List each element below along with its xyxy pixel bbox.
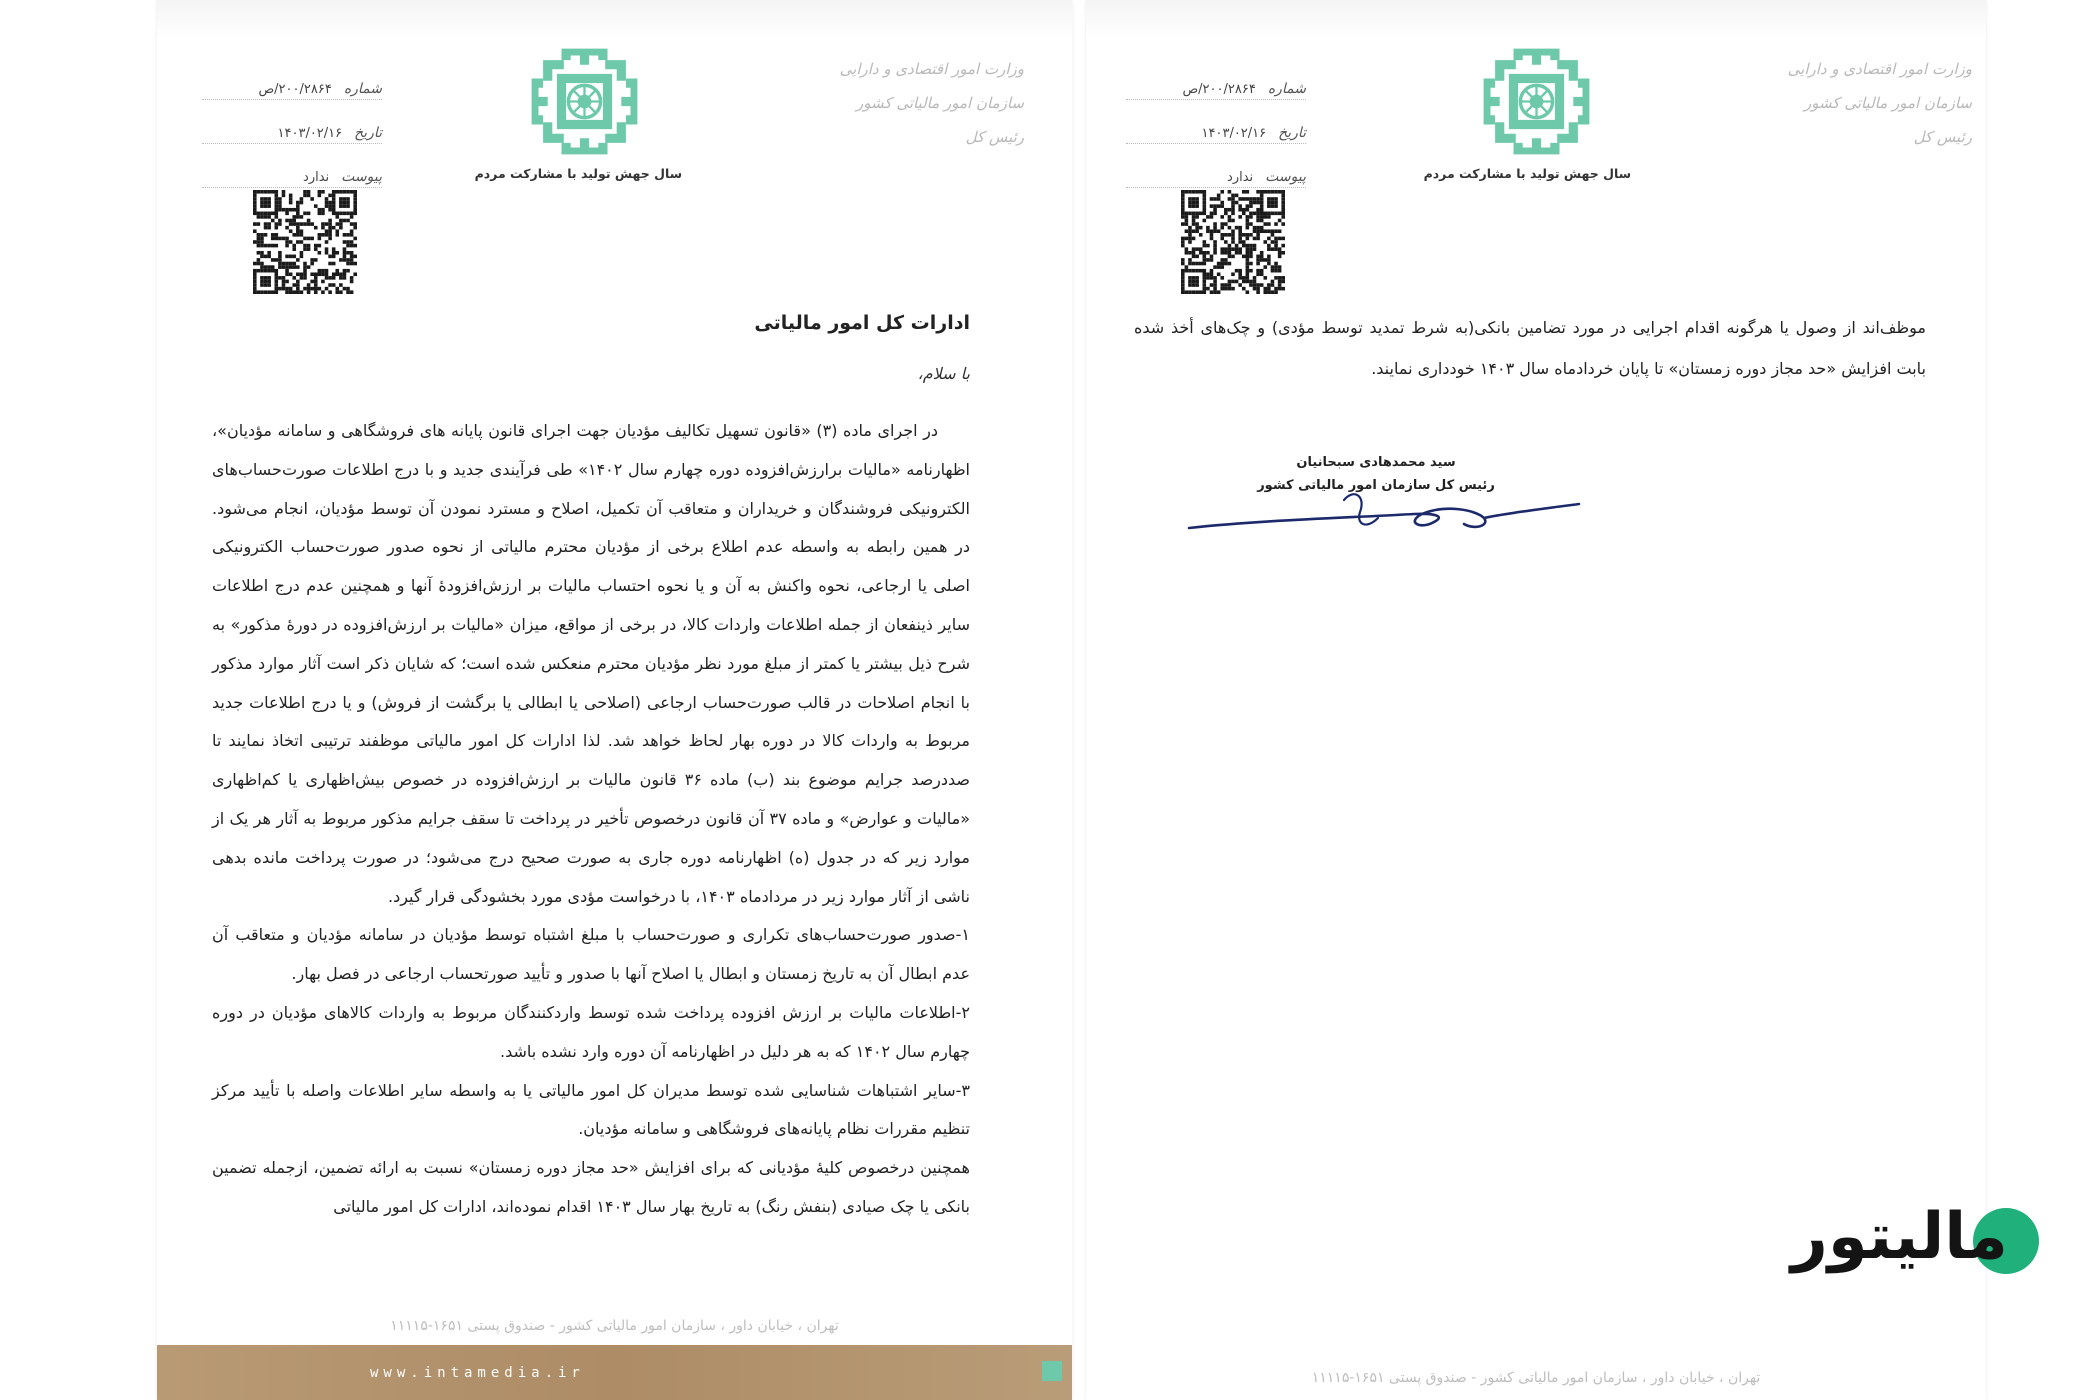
list-item-3: ۳-سایر اشتباهات شناسایی شده توسط مدیران کل امور مالیاتی یا به واسطه سایر اطلاعات واصله با تأیید مرکز تنظیم مقررات نظام پایانه‌های فروشگاهی و سامانه مؤدیان.: [212, 1080, 970, 1139]
attachment-label: پیوست: [341, 169, 382, 185]
date-value: ۱۴۰۳/۰۲/۱۶: [1201, 126, 1267, 141]
date-label: تاریخ: [354, 125, 382, 141]
ministry-header: [840, 52, 1024, 154]
number-label: شماره: [343, 81, 382, 97]
motto-text: سال جهش تولید با مشارکت مردم: [474, 166, 682, 181]
brand-name: مالیتور: [1791, 1200, 2008, 1274]
footer-band: [157, 1345, 1072, 1400]
number-value: ۲۰۰/۲۸۶۴/ص: [1182, 82, 1256, 97]
organization-line: سازمان امور مالیاتی کشور: [1804, 94, 1972, 112]
qr-code-icon: [243, 190, 367, 294]
tax-organization-logo-icon: [1479, 44, 1594, 159]
body-paragraph: موظف‌اند از وصول یا هرگونه اقدام اجرایی در مورد تضامین بانکی(به شرط تمدید توسط مؤدی) و چک‌های أخذ شده بابت افزایش «حد مجاز دوره زمستان» تا پایان خردادماه سال ۱۴۰۳ خودداری نمایند.: [1134, 318, 1926, 378]
attachment-label: پیوست: [1265, 169, 1306, 185]
signatory-name: سید محمدهادی سبحانیان: [1296, 455, 1456, 470]
brand-logo: [1791, 1196, 2041, 1296]
date-row: [202, 100, 382, 144]
date-row: [1126, 100, 1306, 144]
date-value: ۱۴۰۳/۰۲/۱۶: [277, 126, 343, 141]
letter-page-1: [157, 0, 1072, 1400]
head-title-line: رئیس کل: [1913, 128, 1972, 146]
body-paragraph: در اجرای ماده (۳) «قانون تسهیل تکالیف مؤدیان جهت اجرای قانون پایانه های فروشگاهی و سامانه مؤدیان»، اظهارنامه «مالیات برارزش‌افزوده دوره چهارم سال ۱۴۰۲» طی فرآیندی جدید و با درج اطلاعات صورت‌حساب‌های الکترونیکی فروشندگان و خریداران و متعاقب آن تکمیل، اصلاح و مسترد نمودن آن توسط مؤدیان، انجام می‌شود. در همین رابطه به واسطه عدم اطلاع برخی از مؤدیان محترم مالیاتی از نحوه صدور صورت‌حساب الکترونیکی اصلی یا ارجاعی، نحوه واکنش به آن و یا نحوه احتساب مالیات بر ارزش‌افزودهٔ آنها و همچنین عدم درج اطلاعات سایر ذینفعان از جمله اطلاعات واردات کالا، در برخی از مواقع، میزان «مالیات بر ارزش‌افزوده در دورهٔ مذکور» به شرح ذیل بیشتر یا کمتر از مبلغ مورد نظر مؤدیان محترم منعکس شده است؛ که شایان ذکر است آثار موارد مذکور با انجام اصلاحات در قالب صورت‌حساب ارجاعی (اصلاحی یا ابطالی یا برگشت از فروش) و یا درج اطلاعات جدید مربوط به واردات کالا در دوره بهار لحاظ خواهد شد. لذا ادارات کل امور مالیاتی موظفند ترتیبی اتخاذ نمایند تا صددرصد جرایم موضوع بند (ب) ماده ۳۶ قانون مالیات بر ارزش‌افزوده در خصوص بیش‌اظهاری یا کم‌اظهاری «مالیات و عوارض» و ماده ۳۷ آن قانون درخصوص تأخیر در پرداخت تا سقف جرایم مذکور مربوط به آثار هر یک از موارد زیر که در جدول (ه) اظهارنامه دوره جاری به صورت صحیح درج می‌شود؛ در صورت پرداخت مانده بدهی ناشی از آثار موارد زیر در مردادماه ۱۴۰۳، با درخواست مؤدی مورد بخشودگی قرار گیرد.: [212, 421, 971, 906]
ministry-line: وزارت امور اقتصادی و دارایی: [839, 60, 1024, 78]
number-value: ۲۰۰/۲۸۶۴/ص: [258, 82, 332, 97]
footer-address: تهران ، خیابان داور ، سازمان امور مالیاتی کشور - صندوق پستی ۱۶۵۱-۱۱۱۱۵: [1311, 1370, 1761, 1386]
footer-address: تهران ، خیابان داور ، سازمان امور مالیاتی کشور - صندوق پستی ۱۶۵۱-۱۱۱۱۵: [390, 1318, 839, 1334]
addressee: ادارات کل امور مالیاتی: [754, 312, 970, 334]
date-label: تاریخ: [1278, 125, 1306, 141]
tax-organization-logo-icon: [527, 44, 642, 159]
closing-paragraph: همچنین درخصوص کلیهٔ مؤدیانی که برای افزایش «حد مجاز دوره زمستان» نسبت به ارائه تضمین، ازجمله تضمین بانکی یا چک صیادی (بنفش رنگ) به تاریخ بهار سال ۱۴۰۳ اقدام نموده‌اند، ادارات کل امور مالیاتی: [212, 1158, 970, 1216]
attachment-value: ندارد: [1227, 170, 1254, 185]
number-row: [202, 56, 382, 100]
head-title-line: رئیس کل: [965, 128, 1024, 146]
letter-meta: [1126, 56, 1306, 188]
letter-body: [212, 412, 970, 1227]
letter-body: [1134, 307, 1926, 389]
organization-line: سازمان امور مالیاتی کشور: [856, 94, 1024, 112]
number-row: [1126, 56, 1306, 100]
salutation: با سلام،: [917, 364, 970, 383]
signature-icon: [1184, 478, 1584, 558]
letter-meta: [202, 56, 382, 188]
ministry-header: [1788, 52, 1972, 154]
green-square-icon: [1042, 1361, 1062, 1381]
motto-text: سال جهش تولید با مشارکت مردم: [1423, 166, 1631, 181]
attachment-row: [1126, 144, 1306, 188]
ministry-line: وزارت امور اقتصادی و دارایی: [1787, 60, 1972, 78]
letter-page-2: [1086, 0, 1986, 1400]
signatory-title: رئیس کل سازمان امور مالیاتی کشور: [1257, 478, 1495, 493]
list-item-1: ۱-صدور صورت‌حساب‌های تکراری و صورت‌حساب با مبلغ اشتباه توسط مؤدیان در سامانه مؤدیان و متعاقب آن عدم ابطال آن به تاریخ زمستان و ابطال یا اصلاح آنها با صدور و تأیید صورتحساب ارجاعی در فصل بهار.: [212, 925, 970, 984]
attachment-row: [202, 144, 382, 188]
website-link[interactable]: www.intamedia.ir: [370, 1365, 585, 1381]
number-label: شماره: [1267, 81, 1306, 97]
attachment-value: ندارد: [303, 170, 330, 185]
qr-code-icon: [1171, 190, 1295, 294]
list-item-2: ۲-اطلاعات مالیات بر ارزش افزوده پرداخت شده توسط واردکنندگان مربوط به واردات کالاهای مؤدیان در دوره چهارم سال ۱۴۰۲ که به هر دلیل در اظهارنامه آن دوره وارد نشده باشد.: [212, 1002, 970, 1061]
